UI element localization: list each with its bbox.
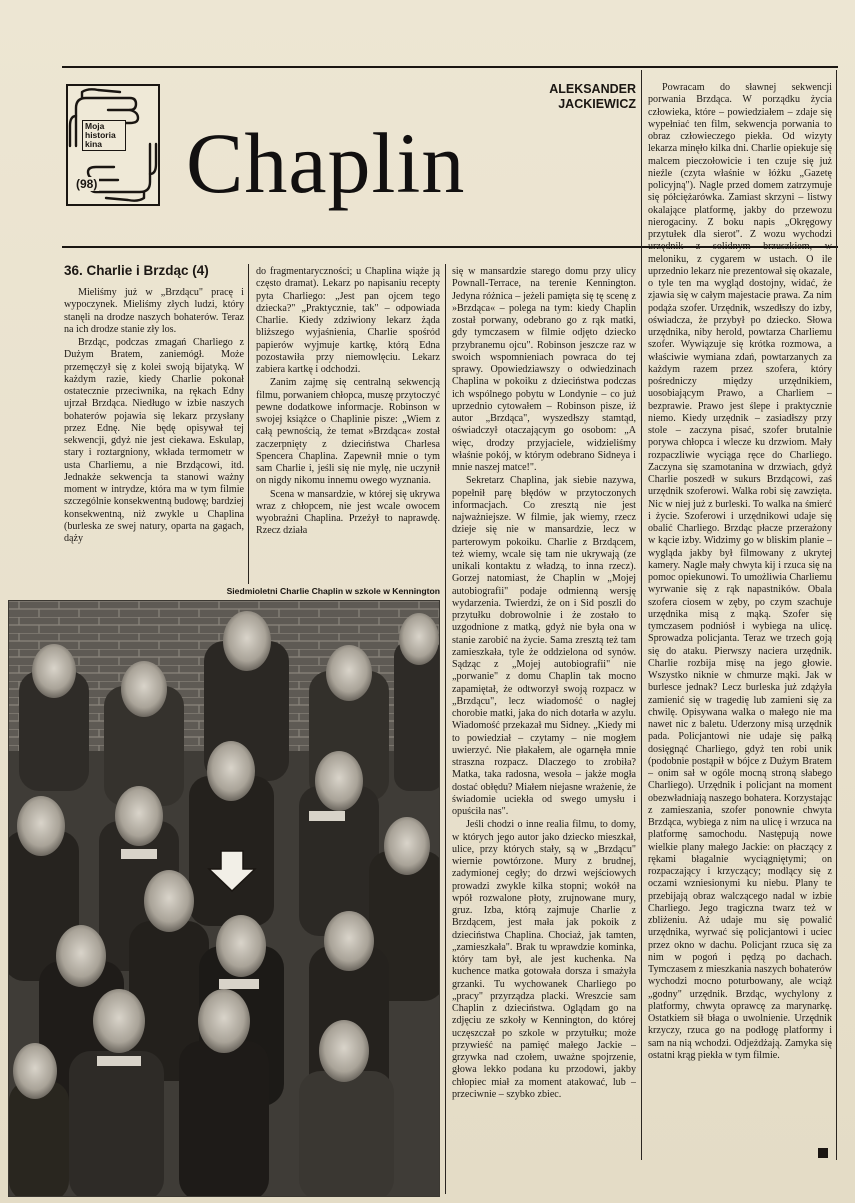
paragraph: Sekretarz Chaplina, jak siebie nazywa, popełnił parę błędów w przytoczonych informacjach. Co zresztą nie jest najważniejsze. W filmie, jak wiemy, rzecz dzieje się nie w mansardzie, lecz w parterowym pokoiku. Charlie z Brzdącem, też wiemy, wcale się tam nie ukrywają (ze unikali kontaktu z władzą, to inna rzecz). Gorzej natomiast, że Chaplin w „Mojej autobiografii" podaje odmienną wersję wydarzenia. Twierdzi, że on i Sid poszli do przytułku dobrowolnie i że zostało to uzgodnione z matką, gdyż nie była ona w stanie zarobić na życie. Sama zresztą też tam zamieszkała, tyle że oddzielona od synów. Sądząc z „Mojej autobiografii" nie „porwanie" z domu Chaplin tak mocno zapamiętał, że odtworzył swoją rozpacz w „Brzdącu", lecz wiadomość o nagłej chorobie matki, jaka do nich dotarła w azylu. Wiadomość przekazał mu Sidney. „Kiedy mi to powiedział – czytamy – nie mogłem uwierzyć. Nie płakałem, ale ogarnęła mnie straszna rozpacz. Dlaczego to zrobiła? Matka, taka radosna, wesoła – jakże mogła dostać obłędu? Miałem niejasne wrażenie, że świadomie uciekła od swego umysłu i opuściła nas".: [452, 475, 636, 817]
column-divider: [641, 70, 642, 1160]
series-label-line: Moja: [85, 121, 105, 131]
author-last-name: JACKIEWICZ: [558, 97, 636, 111]
school-class-photo: [8, 600, 440, 1197]
end-of-article-square: [818, 1148, 828, 1158]
column-divider: [836, 70, 837, 1160]
photo-caption: Siedmioletni Charlie Chaplin w szkole w Kennington: [226, 586, 440, 596]
series-label: [82, 120, 126, 151]
article-title: Chaplin: [186, 115, 466, 211]
column-divider: [248, 264, 249, 584]
column-divider: [445, 264, 446, 1194]
series-number: (98): [76, 177, 98, 191]
author-first-name: ALEKSANDER: [549, 82, 636, 96]
series-label-line: kina: [85, 139, 103, 149]
article-column-1: [64, 262, 244, 582]
author-name: [526, 82, 636, 112]
paragraph: Jeśli chodzi o inne realia filmu, to domy, w których jego autor jako dziecko mieszkał, ulice, przy których stały, są w „Brzdącu" wiernie powtórzone. Mury z brudnej, zadymionej cegły; do drzwi wejściowych prowadzi zwykle kilka stopni; wokół na wpół rozwalone płoty, zrujnowane mury, gruz. Izba, którą zajmuje Charlie z Brzdącem, jest mała jak pokoik z dzieciństwa Chaplina. Chociaż, jak tamten, „zamieszkała". Brak tu wprawdzie kominka, który tam był, ale jest kuchenka. Na kuchence matka gotowała dorsza i smażyła grzanki. Tu wychowanek Charliego po „pracy" przyrządza placki. Wreszcie sam Chaplin z dzieciństwa. Oglądam go na zdjęciu ze szkoły w Kennington, do której uczęszczał po szkole w przytułku; może przywieść na pamięć małego Jackie – grzywka nad czołem, uważne spojrzenie, głowa lekko podana ku przodowi, jakby chłopiec miał za moment atakować, lub – przeciwnie – szybko zbiec.: [452, 819, 636, 1100]
photo-illustration: [9, 601, 440, 1197]
series-logo: [66, 84, 160, 206]
paragraph: Zanim zajmę się centralną sekwencją filmu, porwaniem chłopca, muszę przytoczyć pewne dodatkowe informacje. Robinson w swojej książce o Chaplinie pisze: „Wiem z całą pewnością, że temat »Brzdąca« został zaczerpnięty z dzieciństwa Charlesa Spencera Chaplina. Zapewnił mnie o tym sam Charlie i, jeśli się nie mylę, nie uczynił on nigdy nikomu innemu owego wyznania.: [256, 377, 440, 487]
article-column-2: [256, 266, 440, 580]
paragraph: Powracam do sławnej sekwencji porwania Brzdąca. W porządku życia człowieka, które – powiedziałem – zdaje się wypełniać ten film, sekwencja porwania to obraz człowieczego piekła. Od wizyty lekarza minęło kilka dni. Charlie opiekuje się malcem pieczołowicie i ten czuje się już nieźle (czyta właśnie w łóżku „Gazetę policyjną"). Nagle przed domem zatrzymuje się półciężarówka. Zamiast skrzyni – listwy okalające platformę, jakby do przewozu nierogaciny. Z boku napis „Okręgowy przytułek dla sierot". Z wozu wychodzi urzędnik z solidnym brzuszkiem, w meloniku, z cygarem w ustach. O ile uprzednio lekarz nie prezentował się okazale, o tyle ten ma wygląd dostojny, widać, że zjawia się w całym majestacie prawa. Za nim podąża szofer. Urzędnik, wszedłszy do izby, oświadcza, że przybył po dziecko. Słowa urzędnika, niby herold, powtarza Charliemu szofer. Wywiązuje się krótka rozmowa, a właściwie wymiana zdań, powtarzanych za każdym razem przez szofera, który pośredniczy między urzędnikiem, uosobiającym Prawo, a Charliem – bezprawie. Prawo jest ślepe i praktycznie niemo. Kiedy urzędnik – zasiadłszy przy stole – zaczyna pisać, szofer brutalnie porywa chłopca i wlecze ku drzwiom. Mały rozpaczliwie wyciąga ręce do Charliego. Zaczyna się szamotanina w drzwiach, gdyż Charlie poszedł w sukurs Brzdącowi, zaś urzędnik szoferowi. Walka robi się zawzięta. Nic w niej już z burleski. To walka na śmierć i życie. Szoferowi i urzędnikowi udaje się obalić Charliego. Brzdąc płacze przerażony w kącie izby. Widzimy go w bliskim planie – wygląda jakby był filmowany z ukrytej kamery. Nagle mały chwyta kij i rzuca się na pomoc opiekunowi. To umożliwia Charliemu wyrwanie się z rąk napastników. Obala szofera ciosem w zęby, po czym szachuje urzędnika misą z mąką. Szofer się tymczasem podniósł i wybiega na ulicę. Sprowadza policjanta. Teraz we trzech goją się do ataku. Pierwszy naciera urzędnik. Charlie rozbija misę na jego głowie. Wszystko niknie w chmurze mąki. Jak w burlesce jednak? Lecz burleska już zdążyła zamienić się w tragedię lub zamieni się za chwilę. Opisywana walka o małego nie ma nawet nic z baletu. Uderzony misą urzędnik pada. Policjantowi nie udaje się pałką dosięgnąć Charliego, gdyż ten robi unik (podobnie postąpił w bójce z Dużym Bratem – onim sał w ogóle mocną stroną słabego Charliego). Urzędnik i policjant na moment obezwładniają naszego bohatera. Korzystając z zamieszania, szofer ponownie chwyta Brzdąca, wybiega z nim na ulicę i wrzuca na platformę samochodu. Następują nowe wielkie plany małego Jackie: on płaczący z rękami błagalnie wyciągniętymi; on rozpaczający i krzyczący; modlący się z oczami wzniesionymi ku niebu. Plany te przebijają obraz walczącego nadal w izbie Charliego. Jego tragiczna twarz też w zbliżeniu. Aż udaje mu się powalić urzędnika, wyrwać się policjantowi i uciec przez okno w dachu. Policjant rzuca się za nim w pogoń i pędzą po dachach. Tymczasem z mieszkania naszych bohaterów wychodzi mocno poturbowany, ale wciąż „godny" urzędnik. Brzdąc, wychylony z platformy, chwyta oprawcę za marynarkę. Ostatkiem sił błaga o uwolnienie. Urzędnik krzyczy, rzuca go na podłogę platformy i sam na nią wchodzi. Odjeżdżają. Zamyka się ostatni krąg piekła w tym filmie.: [648, 82, 832, 1061]
series-label-line: historia: [85, 130, 116, 140]
top-rule: [62, 66, 838, 68]
paragraph: Scena w mansardzie, w której się ukrywa wraz z chłopcem, nie jest wcale owocem wyobraźni Chaplina. Przeżył to naprawdę. Rzecz działa: [256, 488, 440, 537]
paragraph: Brzdąc, podczas zmagań Charliego z Dużym Bratem, zaniemógł. Może przemęczył się z kolei swoją bijatyką. W każdym razie, kiedy Charlie pokonał ostatecznie przeciwnika, na rękach Edny ujrzał Brzdąca. Niedługo w izbie naszych bohaterów pojawia się lekarz przysłany przez Ednę. Nie będę opisywał tej sekwencji, gdyż nie jest ciekawa. Eskulap, stary i roztargniony, wkłada termometr w usta Charliemu, a nie Brzdącowi, itd. Jednakże sekwencja ta stanowi ważny moment w intrydze, która ma w tym filmie szczególnie konsekwentną budowę; bardziej konsekwentną, niż zwykle u Chaplina (burleska ze swej natury, oparta na gagach, dąży: [64, 337, 244, 544]
paragraph: Mieliśmy już w „Brzdącu" pracę i wypoczynek. Mieliśmy złych ludzi, który stanęli na drodze naszych bohaterów. Teraz na ich drodze stanie zły los.: [64, 287, 244, 335]
article-column-4: [648, 82, 832, 1148]
section-heading: 36. Charlie i Brzdąc (4): [64, 263, 209, 278]
paragraph: do fragmentaryczności; u Chaplina wiąże ją często dramat). Lekarz po napisaniu recepty pyta Charliego: „Jest pan ojcem tego dziecka?" „Praktycznie, tak" – odpowiada Charlie. Kiedy zdziwiony lekarz żąda bliższego wyjaśnienia, Charlie spośród papierów wyjmuje kartkę, którą Edna pozostawiła przy niemowlęciu. Lekarz zabiera kartkę i odchodzi.: [256, 266, 440, 375]
article-column-3: [452, 266, 636, 1166]
paragraph: się w mansardzie starego domu przy ulicy Pownall-Terrace, na terenie Kennington. Jedyna różnica – jeżeli pamięta się tę scenę z »Brzdąca« – polega na tym: kiedy Chaplin został porwany, odebrano go z rąk matki, gdy tymczasem w filmie odjęto dziecko przybranemu ojcu". Robinson jeszcze raz w swoich wspomnieniach powraca do tej sprawy. Opowiedziawszy o odwiedzinach Chaplina w pokoiku z dzieciństwa podczas ich wspólnego pobytu w Londynie – co już uprzednio cytowałem – Robinson pisze, iż autor „Brzdąca", wyszedłszy stamtąd, oświadczył otaczającym go osobom: „A więc, drodzy przyjaciele, widzieliśmy właśnie pokój, w którym odebrano Sidneya i mnie naszej matce!".: [452, 266, 636, 473]
